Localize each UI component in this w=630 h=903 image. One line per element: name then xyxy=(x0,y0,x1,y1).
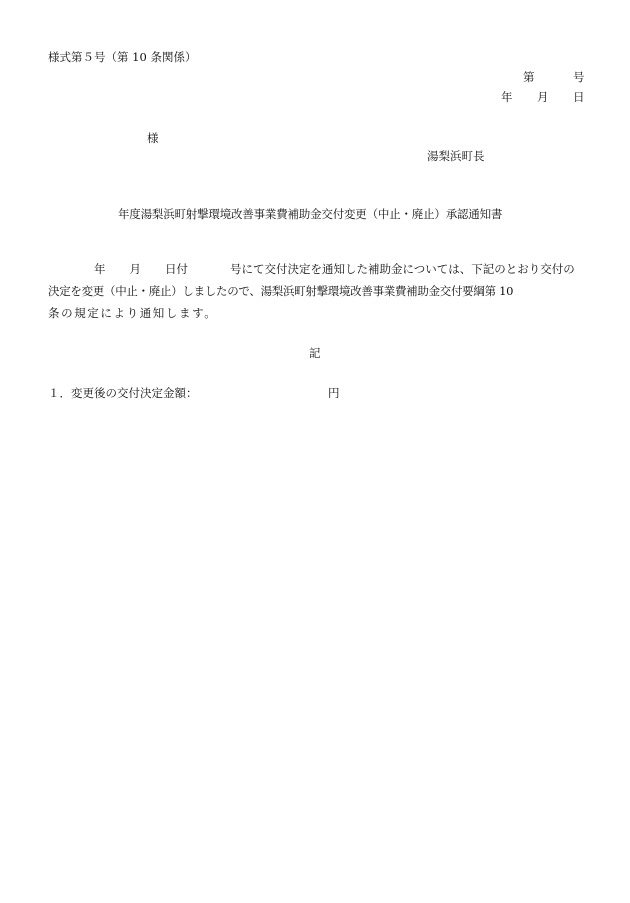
doc-number-suffix: 号 xyxy=(573,70,585,84)
ki-heading: 記 xyxy=(309,346,321,360)
item1-label: １．変更後の交付決定金額： xyxy=(48,386,198,400)
body-line1-rest: 号にて交付決定を通知した補助金については、下記のとおり交付の xyxy=(230,262,575,276)
issuer-name: 湯梨浜町長 xyxy=(427,149,485,163)
date-day: 日 xyxy=(573,90,585,104)
doc-number-prefix: 第 xyxy=(523,70,535,84)
body-line-3: 条の規定により通知します。 xyxy=(48,306,218,320)
body-line-2: 決定を変更（中止・廃止）しましたので、湯梨浜町射撃環境改善事業費補助金交付要綱第 10 xyxy=(48,284,514,298)
body-year: 年 xyxy=(94,262,106,276)
notice-body xyxy=(48,258,584,324)
item1-unit: 円 xyxy=(328,386,340,400)
date-month: 月 xyxy=(537,90,549,104)
body-month: 月 xyxy=(129,262,141,276)
document-title: 年度湯梨浜町射撃環境改善事業費補助金交付変更（中止・廃止）承認通知書 xyxy=(118,207,503,221)
body-day: 日付 xyxy=(165,262,188,276)
body-line-1 xyxy=(48,258,584,280)
form-label: 様式第５号（第 10 条関係） xyxy=(48,50,197,64)
date-year: 年 xyxy=(501,90,513,104)
addressee-suffix: 様 xyxy=(147,131,159,145)
